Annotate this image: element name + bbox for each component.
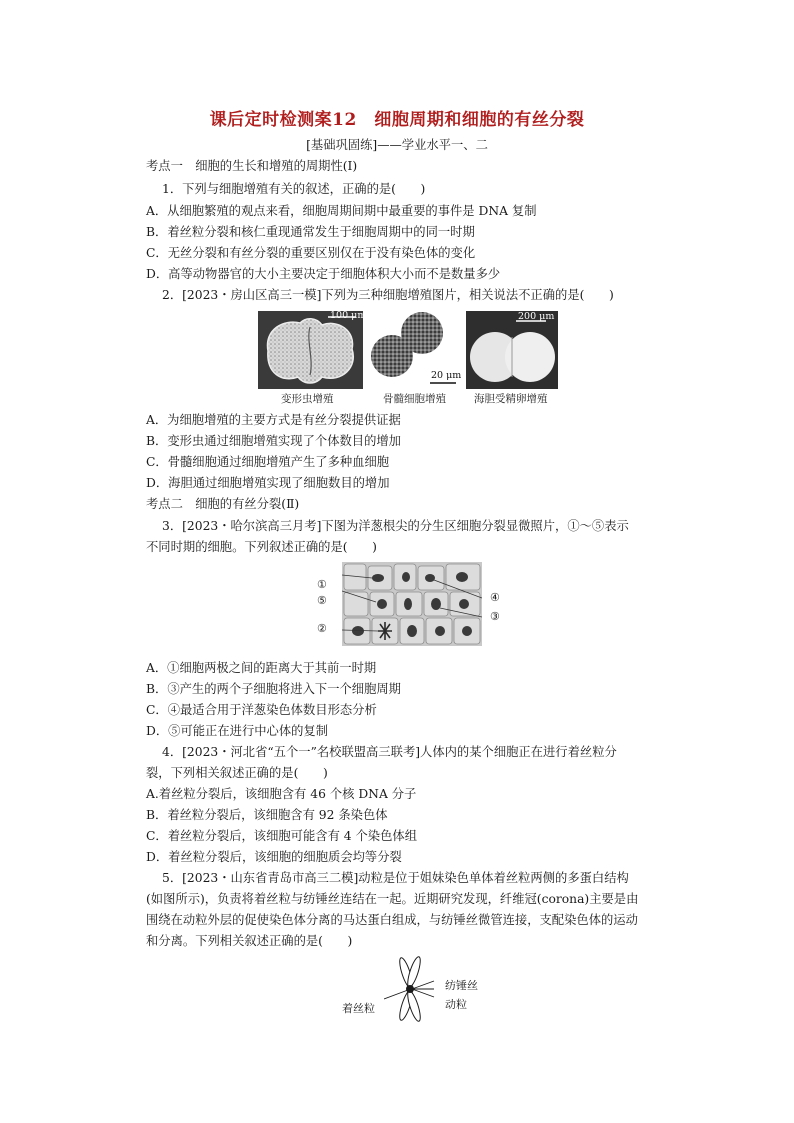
q3-stem-line1: 3．[2023・哈尔滨高三月考]下图为洋葱根尖的分生区细胞分裂显微照片，①～⑤表示	[162, 519, 629, 533]
q4-option-a: A.着丝粒分裂后，该细胞含有 46 个核 DNA 分子	[146, 787, 417, 801]
cell-1-chromosomes	[372, 574, 384, 582]
q5-stem-line2: (如图所示)，负责将着丝粒与纺锤丝连结在一起。近期研究发现，纤维冠(corona)主要是由	[146, 892, 639, 906]
label-cell-5: ⑤	[317, 594, 327, 607]
q3-option-c: C．④最适合用于洋葱染色体数目形态分析	[146, 703, 377, 717]
bone-marrow-cell-left	[371, 335, 413, 377]
label-centromere: 着丝粒	[342, 1002, 375, 1015]
knowledge-point-2: 考点二 细胞的有丝分裂(Ⅱ)	[146, 497, 300, 511]
q4-option-d: D．着丝粒分裂后，该细胞的细胞质会均等分裂	[146, 850, 402, 864]
q5-stem-line1: 5．[2023・山东省青岛市高三二模]动粒是位于姐妹染色单体着丝粒两侧的多蛋白结构	[162, 871, 629, 885]
q1-option-d: D．高等动物器官的大小主要决定于细胞体积大小而不是数量多少	[146, 267, 501, 281]
onion-root-tip-micrograph	[342, 562, 482, 646]
q3-stem-line2: 不同时期的细胞。下列叙述正确的是( )	[146, 540, 377, 554]
caption-amoeba: 变形虫增殖	[281, 393, 334, 405]
q3-option-d: D．⑤可能正在进行中心体的复制	[146, 724, 329, 738]
q2-stem: 2．[2023・房山区高三一模]下列为三种细胞增殖图片，相关说法不正确的是( )	[162, 288, 614, 302]
label-cell-3: ③	[490, 610, 500, 623]
q4-option-b: B．着丝粒分裂后，该细胞含有 92 条染色体	[146, 808, 388, 822]
q5-stem-line4: 和分离。下列相关叙述正确的是( )	[146, 934, 353, 948]
q2-option-b: B．变形虫通过细胞增殖实现了个体数目的增加	[146, 434, 401, 448]
q2-option-a: A．为细胞增殖的主要方式是有丝分裂提供证据	[146, 413, 401, 427]
caption-bone-marrow: 骨髓细胞增殖	[383, 393, 446, 405]
q1-option-c: C．无丝分裂和有丝分裂的重要区别仅在于没有染色体的变化	[146, 246, 476, 260]
label-kinetochore: 动粒	[445, 998, 467, 1011]
scale-label-1: 100 μm	[330, 310, 367, 321]
cell-3-chromosomes	[431, 598, 441, 610]
section-subtitle: [基础巩固练]——学业水平一、二	[306, 138, 488, 152]
spindle-fiber-line	[412, 981, 434, 989]
label-spindle-fiber: 纺锤丝	[445, 979, 478, 992]
cell-2-chromosomes	[378, 622, 392, 640]
cell-5-nucleus	[377, 599, 387, 609]
caption-sea-urchin: 海胆受精卵增殖	[474, 393, 548, 405]
q3-option-b: B．③产生的两个子细胞将进入下一个细胞周期	[146, 682, 401, 696]
q4-option-c: C．着丝粒分裂后，该细胞可能含有 4 个染色体组	[146, 829, 417, 843]
label-cell-4: ④	[490, 591, 500, 604]
kinetochore-diagram	[384, 955, 444, 1025]
q4-stem-line1: 4．[2023・河北省“五个一”名校联盟高三联考]人体内的某个细胞正在进行着丝粒分	[162, 745, 617, 759]
q1-option-b: B．着丝粒分裂和核仁重现通常发生于细胞周期中的同一时期	[146, 225, 475, 239]
cell-4-chromosomes	[425, 574, 435, 582]
q2-option-d: D．海胆通过细胞增殖实现了细胞数目的增加	[146, 476, 390, 490]
knowledge-point-1: 考点一 细胞的生长和增殖的周期性(Ⅰ)	[146, 159, 358, 173]
q5-stem-line3: 围绕在动粒外层的促使染色体分离的马达蛋白组成，与纺锤丝微管连接，支配染色体的运动	[146, 913, 638, 927]
scale-label-3: 200 μm	[518, 311, 555, 322]
q3-option-a: A．①细胞两极之间的距离大于其前一时期	[146, 661, 377, 675]
q2-option-c: C．骨髓细胞通过细胞增殖产生了多种血细胞	[146, 455, 390, 469]
q1-stem: 1．下列与细胞增殖有关的叙述，正确的是( )	[162, 182, 426, 196]
q1-option-a: A．从细胞繁殖的观点来看，细胞周期间期中最重要的事件是 DNA 复制	[146, 204, 537, 218]
cell-proliferation-figure	[258, 311, 558, 391]
q4-stem-line2: 裂，下列相关叙述正确的是( )	[146, 766, 328, 780]
page-title: 课后定时检测案12 细胞周期和细胞的有丝分裂	[209, 110, 585, 130]
scale-label-2: 20 μm	[431, 370, 462, 381]
label-cell-1: ①	[317, 578, 327, 591]
label-cell-2: ②	[317, 622, 327, 635]
